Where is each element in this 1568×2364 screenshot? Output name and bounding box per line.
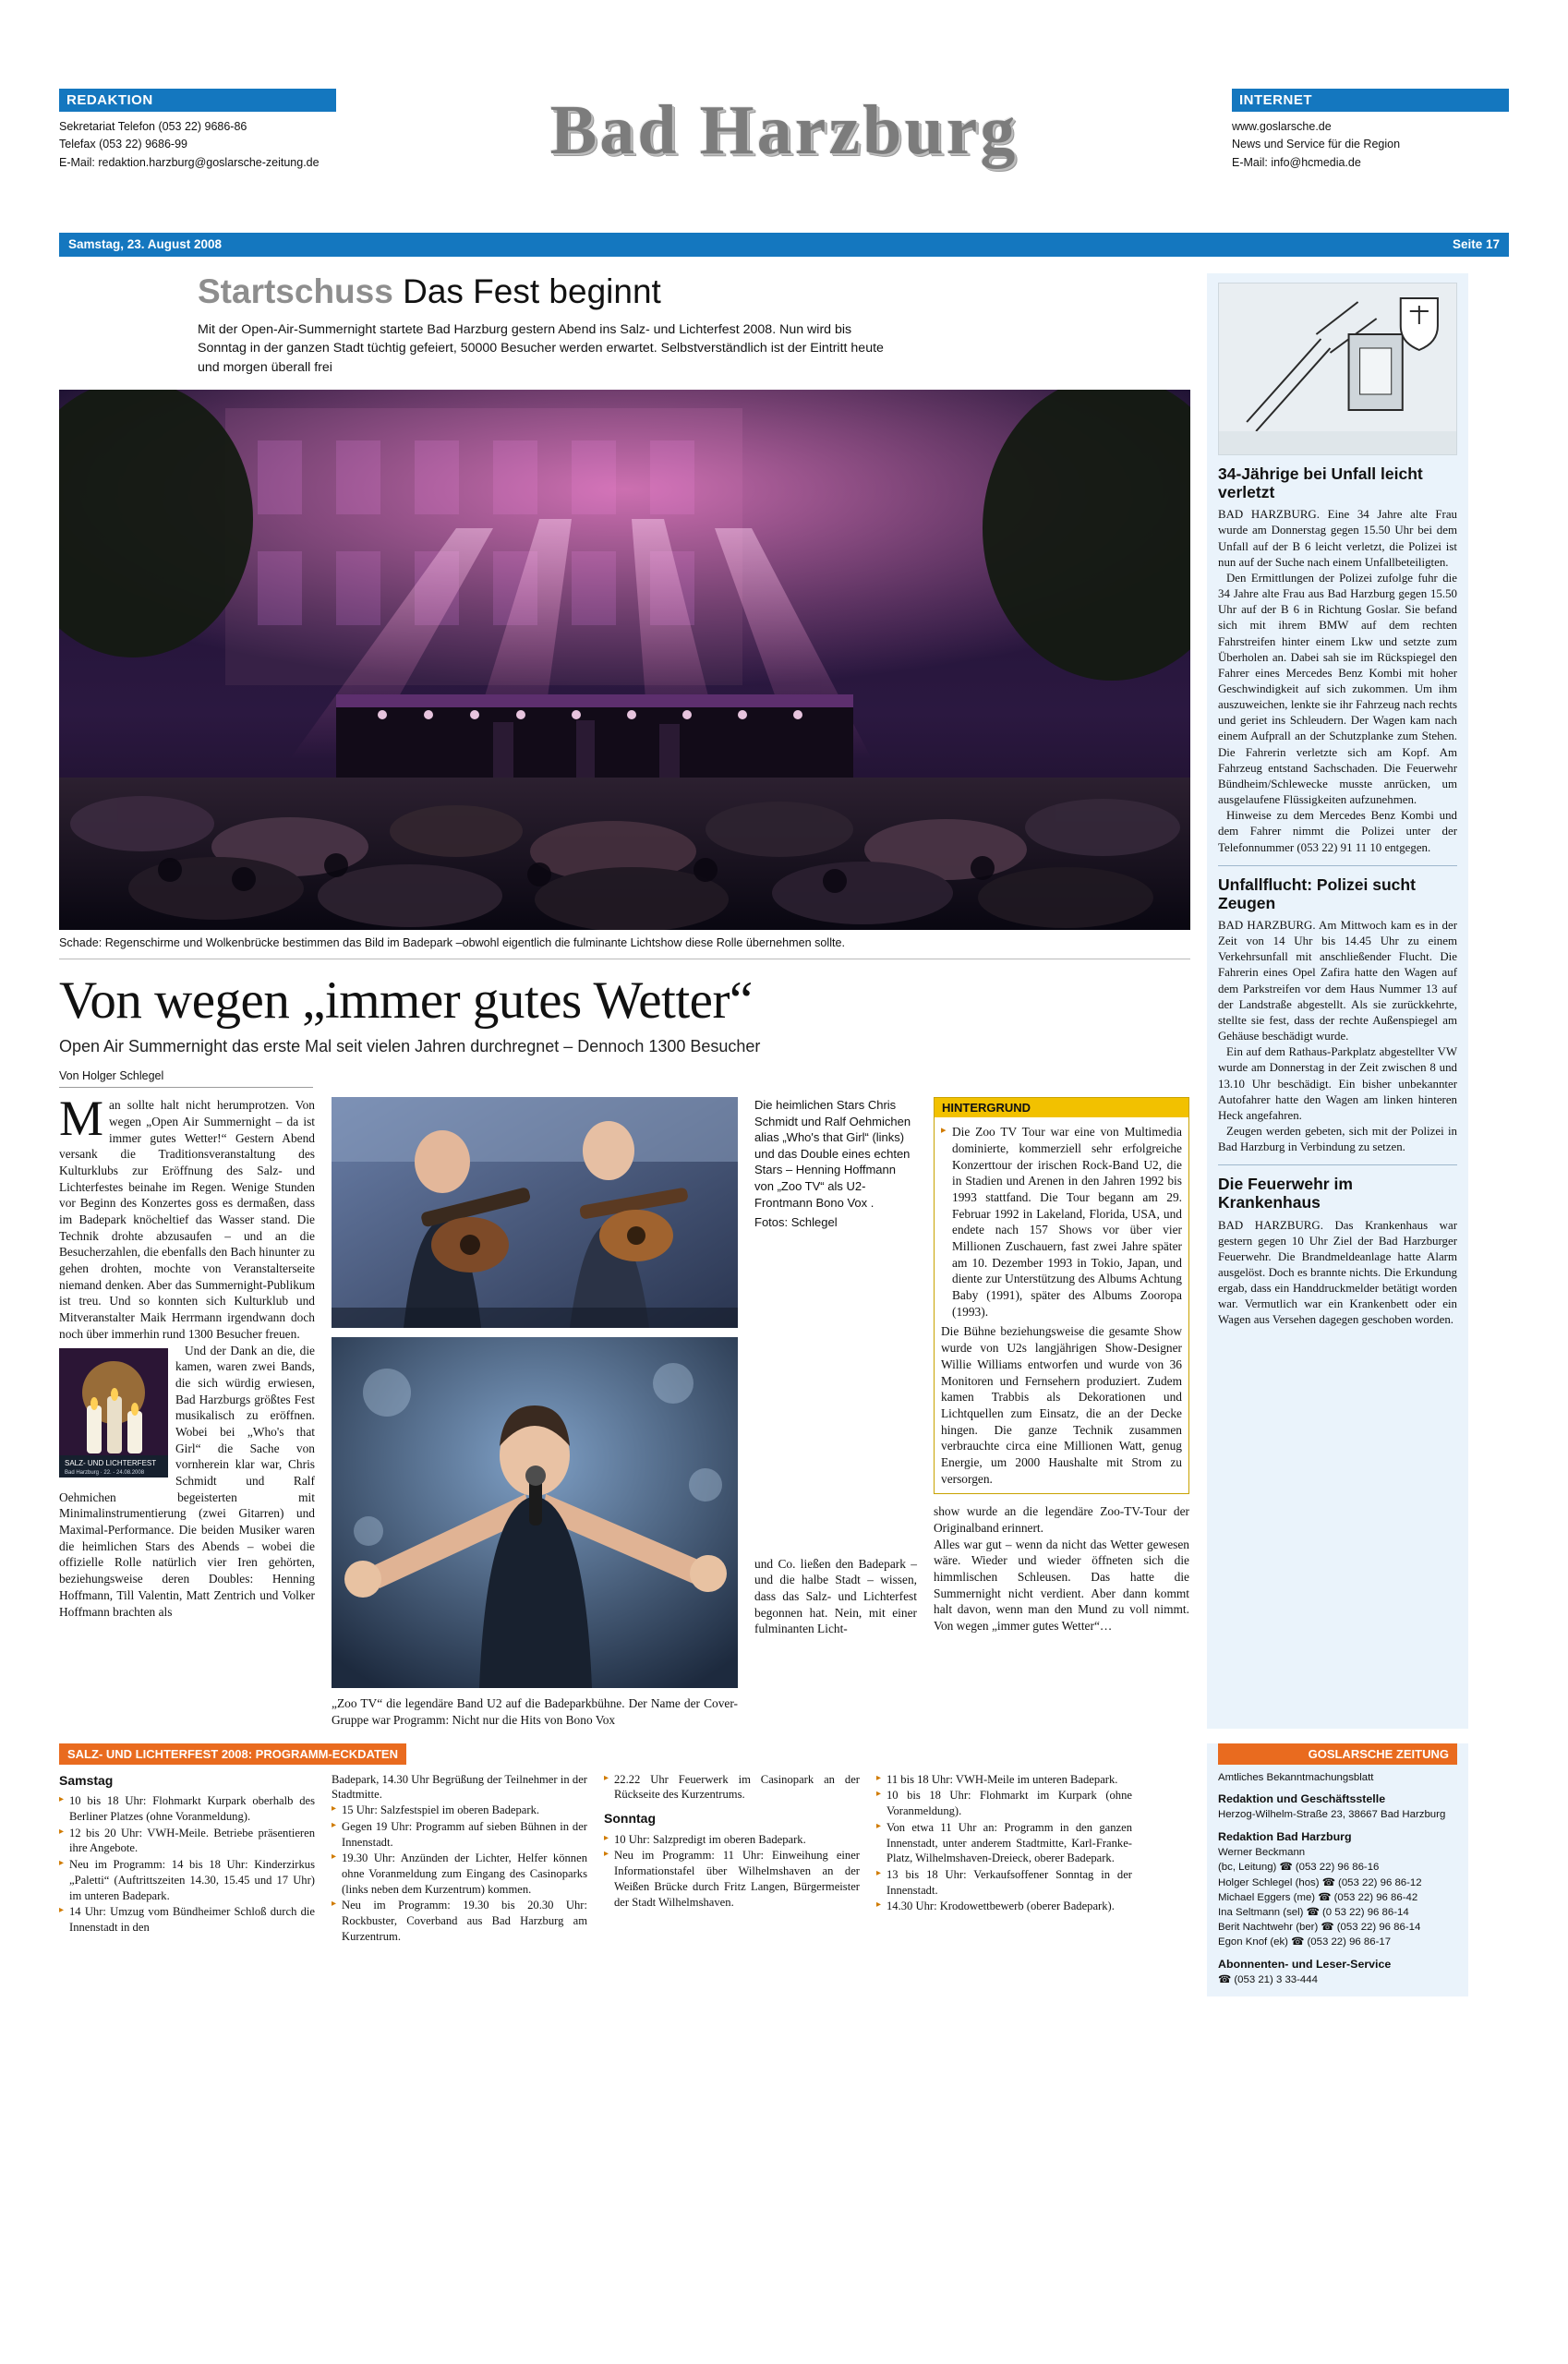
page-title-text: Bad Harzburg <box>549 91 1019 169</box>
rail-item-2-p2: Ein auf dem Rathaus-Parkplatz abgestellter VW wurde am Donnerstag in der Zeit zwischen 8 und 13.10 Uhr beschädigt. Ein bisher unbekannter Autofahrer hatte den Wagen am linken hinteren Heck angefahren. <box>1218 1045 1457 1122</box>
town-crest-illustration <box>1218 283 1457 455</box>
photo-credit: Fotos: Schlegel <box>754 1215 838 1230</box>
imprint-address: Herzog-Wilhelm-Straße 23, 38667 Bad Harzburg <box>1218 1809 1446 1821</box>
article-col3-bottom: und Co. ließen den Badepark – und die halbe Stadt – wissen, dass das Salz- und Lichterfest begonnen hat. Nein, mit einer fulminanten Licht- <box>754 1556 917 1636</box>
lead-subhead: Mit der Open-Air-Summernight startete Bad Harzburg gestern Abend ins Salz- und Lichterfest 2008. Nun wird bis Sonntag in der ganzen Stadt tüchtig gefeiert, 50000 Besucher werden erwartet. Selbstverständlich ist der Eintritt heute und morgen überall frei <box>198 321 884 375</box>
background-box-header: HINTERGRUND <box>935 1098 1188 1117</box>
imprint-phone-6: Egon Knof (ek) ☎ (053 22) 96 86-17 <box>1218 1936 1392 1948</box>
program-item: ▸ 10 bis 18 Uhr: Flohmarkt Kurpark oberhalb des Berliner Platzes (ohne Voranmeldung). <box>59 1793 315 1824</box>
article-col1-p1: an sollte halt nicht herumprotzen. Von wegen „Open Air Summernight – da ist immer gutes Wetter!“ Gestern Abend versank die Traditionsveranstaltung des Kulturklubs zur Eröffnung des Salz- und Lichterfestes beinahe im Regen. Wenige Stunden vor Beginn des Konzertes goss es dermaßen, dass im Badepark knöcheltief das Wasser stand. Die Technik drohte abzusaufen – und an die Besucherzahlen, die ebenfalls den Bach hinunter zu gehen drohten, mochte von Veranstalterseite niemand denken. Aber das Summernight-Publikum ist treu. Und so konnten sich Kulturklub und Mitveranstalter Maik Herrmann irgendwann doch noch über immerhin rund 1300 Besucher freuen. <box>59 1098 315 1341</box>
program-item: ▸ 14 Uhr: Umzug vom Bündheimer Schloß durch die Innenstadt in den <box>59 1904 315 1935</box>
imprint-phone-1: (bc, Leitung) ☎ (053 22) 96 86-16 <box>1218 1862 1380 1874</box>
article-col4-bottom-2: Alles war gut – wenn da nicht das Wetter gewesen wäre. Wieder und wieder öffneten sich die himmlischen Schleusen. Das hatte die Summernight nicht verdient. Aber dann kommt halt davon, wenn man den Mund zu voll nimmt. Von wegen „immer gutes Wetter“… <box>934 1537 1189 1634</box>
rail-divider-1 <box>1218 865 1457 866</box>
article-headline: Von wegen „immer gutes Wetter“ <box>59 971 753 1031</box>
program-column-1 <box>59 1772 315 1946</box>
rail-item-1-p2: Den Ermittlungen der Polizei zufolge fuhr die 34 Jahre alte Frau aus Bad Harzburg gegen 15.50 Uhr auf der B 6 in Richtung Goslar. Sie befand sich mit ihrem BMW auf dem rechten Fahrstreifen hinter einem Lkw und setzte zum Überholen an. Dabei sah sie im Rückspiegel den Fahrer eines Mercedes Benz Kombi mit hoher Geschwindigkeit auf sich zukommen. Um ihm auszuweichen, lenkte sie ihr Fahrzeug nach rechts und geriet ins Schleudern. Der Wagen kam nach einem Aufprall an der Schutzplanke zum Stehen. Die Fahrerin verletzte sich am Kopf. Am Fahrzeug entstand Sachschaden. Die Feuerwehr Bündheim/Schlewecke musste anrücken, um ausgelaufene Flüssigkeiten aufzunehmen. <box>1218 571 1457 807</box>
background-box-body <box>935 1117 1188 1493</box>
photo-whos-that-girl <box>332 1097 738 1328</box>
lead-headline-rest: Das Fest beginnt <box>403 272 661 310</box>
imprint-block <box>1207 1743 1468 1997</box>
redaktion-header: REDAKTION <box>59 89 336 112</box>
program-item: ▸ Gegen 19 Uhr: Programm auf sieben Bühnen in der Innenstadt. <box>332 1819 587 1850</box>
internet-line-1: www.goslarsche.de <box>1232 120 1332 133</box>
imprint-title-editorial: Redaktion und Geschäftsstelle <box>1218 1791 1386 1805</box>
page-number: Seite 17 <box>1452 237 1500 251</box>
program-item: ▸ Neu im Programm: 14 bis 18 Uhr: Kinderzirkus „Paletti“ (Auftrittszeiten 14.30, 15.45 und 17 Uhr) im unteren Badepark. <box>59 1857 315 1903</box>
program-day-samstag: Samstag <box>59 1772 114 1788</box>
concert-photo-illustration <box>59 390 1190 930</box>
imprint-phone-2: Holger Schlegel (hos) ☎ (053 22) 96 86-12 <box>1218 1876 1422 1888</box>
singer-photo-illustration <box>332 1337 738 1688</box>
imprint-header-bar: GOSLARSCHE ZEITUNG <box>1218 1743 1457 1765</box>
program-item: ▸ Von etwa 11 Uhr an: Programm in den ganzen Innenstadt, unter anderem Stadtmitte, Karl-Franke-Platz, Wilhelmshaven-Dreieck, oberer Badepark. <box>876 1820 1132 1866</box>
masthead <box>59 89 1509 227</box>
background-box <box>934 1097 1189 1494</box>
svg-text:Bad Harzburg · 22. - 24.08.200: Bad Harzburg · 22. - 24.08.2008 <box>65 1469 145 1476</box>
article-col1-text <box>59 1091 315 1620</box>
article-col1-p2: Und der Dank an die, die kamen, waren zwei Bands, die sich würdig erwiesen, Bad Harzburgs größtes Fest musikalisch zu eröffnen. Wobei bei „Who's that Girl“ die Sache von vornherein klar war, Chris Schmidt und Ralf Oehmichen begeisterten mit Minimalinstrumentierung (zwei Gitarren) und Maximal-Performance. Die beiden Musiker waren die heimlichen Stars des Abends – wobei die offizielle Rolle natürlich vier Iren gehörten, beziehungsweise deren Doubles: Henning Hoffmann, Till Valentin, Matt Zentrich und Volker Hoffmann brachten als <box>59 1343 315 1619</box>
poster-illustration <box>59 1348 168 1478</box>
article-col4-bottom-1: show wurde an die legendäre Zoo-TV-Tour der Originalband erinnert. <box>934 1504 1189 1536</box>
rail-item-2-title: Unfallflucht: Polizei sucht Zeugen <box>1218 874 1416 912</box>
redaktion-line-2: Telefax (053 22) 9686-99 <box>59 138 187 151</box>
program-item: ▸ 10 bis 18 Uhr: Flohmarkt im Kurpark (ohne Voranmeldung). <box>876 1788 1132 1818</box>
imprint-title-local: Redaktion Bad Harzburg <box>1218 1829 1352 1843</box>
rail-item-2-p1: BAD HARZBURG. Am Mittwoch kam es in der Zeit von 14 Uhr bis 14.45 Uhr zu einem Verkehrsunfall mit anschließender Flucht. Die Fahrerin eines Opel Zafira hatte den Wagen auf dem Parkstreifen vor dem Haus Nummer 13 auf der Landstraße abgestellt. Als sie zurückkehrte, stellte sie fest, dass der rechte Außenspiegel am Gehäuse beschädigt wurde. <box>1218 918 1457 1043</box>
lead-photo-caption: Schade: Regenschirme und Wolkenbrücke bestimmen das Bild im Badepark –obwohl eigentlich die fulminante Lichtshow diese Rolle übernehmen sollte. <box>59 935 1190 959</box>
date-bar <box>59 233 1509 257</box>
program-block <box>59 1743 1190 1997</box>
footer-section <box>59 1743 1509 1997</box>
dropcap: M <box>59 1091 104 1147</box>
internet-line-2: News und Service für die Region <box>1232 138 1401 151</box>
internet-contact <box>1232 118 1509 172</box>
rail-item-1-p1: BAD HARZBURG. Eine 34 Jahre alte Frau wurde am Donnerstag gegen 15.50 Uhr bei dem Unfall auf der B 6 leicht verletzt, die Polizei ist nun auf der Suche nach einem Unfallbeteiligten. <box>1218 508 1457 569</box>
guitarists-photo-illustration <box>332 1097 738 1328</box>
program-item: ▸ 13 bis 18 Uhr: Verkaufsoffener Sonntag in der Innenstadt. <box>876 1867 1132 1898</box>
article-body <box>59 1091 1190 1728</box>
imprint-service-phone: ☎ (053 21) 3 33-444 <box>1218 1974 1318 1986</box>
redaktion-line-3: E-Mail: redaktion.harzburg@goslarsche-zeitung.de <box>59 155 320 169</box>
program-item: ▸ Neu im Programm: 19.30 bis 20.30 Uhr: Rockbuster, Coverband aus Bad Harzburg am Kurzentrum. <box>332 1898 587 1944</box>
program-column-3 <box>604 1772 860 1946</box>
main-column <box>59 273 1190 1729</box>
lead-headline <box>198 273 1190 311</box>
program-day-sonntag: Sonntag <box>604 1811 656 1827</box>
internet-header: INTERNET <box>1232 89 1509 112</box>
article-col2-bottom: „Zoo TV“ die legendäre Band U2 auf die Badeparkbühne. Der Name der Cover-Gruppe war Programm: Nicht nur die Hits von Bono Vox <box>332 1696 738 1727</box>
background-text-1: ▸ Die Zoo TV Tour war eine von Multimedia dominierte, kommerziell sehr erfolgreiche Konzerttour der irischen Rock-Band U2, die in Stadien und Arenen in den Jahren 1992 bis 1993 stattfand. Die Tour begann am 29. Februar 1992 in Lakeland, Florida, USA, und endete nach 157 Shows vor über vier Millionen Zuschauern, fast zwei Jahre später am 10. Dezember 1993 in Tokio, Japan, und diente zur Unterstützung des Albums Achtung Baby (1991), später des Albums Zooropa (1993). <box>941 1124 1182 1320</box>
lead-kicker: Startschuss <box>198 272 393 310</box>
redaktion-line-1: Sekretariat Telefon (053 22) 9686-86 <box>59 120 247 133</box>
rail-item-1-title: 34-Jährige bei Unfall leicht verletzt <box>1218 464 1423 502</box>
program-item: ▸ 15 Uhr: Salzfestspiel im oberen Badepark. <box>332 1803 587 1818</box>
program-item: ▸ 14.30 Uhr: Krodowettbewerb (oberer Badepark). <box>876 1899 1132 1914</box>
imprint-line-official: Amtliches Bekanntmachungsblatt <box>1218 1771 1374 1783</box>
imprint-phone-4: Ina Seltmann (sel) ☎ (0 53 22) 96 86-14 <box>1218 1906 1409 1918</box>
rail-item-2-p3: Zeugen werden gebeten, sich mit der Polizei in Bad Harzburg in Verbindung zu setzen. <box>1218 1124 1457 1154</box>
photo-bono-double <box>332 1337 738 1688</box>
program-item: ▸ 22.22 Uhr Feuerwerk im Casinopark an der Rückseite des Kurzentrums. <box>604 1772 860 1803</box>
article-byline: Von Holger Schlegel <box>59 1069 313 1088</box>
program-item: ▸ 10 Uhr: Salzpredigt im oberen Badepark. <box>604 1832 860 1848</box>
program-columns <box>59 1772 1190 1946</box>
program-header-bar: SALZ- UND LICHTERFEST 2008: PROGRAMM-ECKDATEN <box>59 1743 406 1765</box>
internet-line-3: E-Mail: info@hcmedia.de <box>1232 155 1361 169</box>
article-column-1 <box>59 1091 315 1728</box>
program-item: ▸ 12 bis 20 Uhr: VWH-Meile. Betriebe präsentieren ihre Angebote. <box>59 1826 315 1856</box>
rail-item-1-body <box>1218 507 1457 855</box>
program-item: ▸ 11 bis 18 Uhr: VWH-Meile im unteren Badepark. <box>876 1772 1132 1788</box>
article-column-4 <box>934 1097 1189 1728</box>
rail-item-3-body <box>1218 1218 1457 1329</box>
salzfest-poster <box>59 1348 168 1478</box>
content-columns <box>59 273 1509 1729</box>
rail-divider-2 <box>1218 1164 1457 1165</box>
crest-graphic <box>1219 283 1456 454</box>
background-text-2: Die Bühne beziehungsweise die gesamte Show wurde von U2s langjährigen Show-Designer Willie Williams entworfen und wurde von 36 Monitoren und Fernsehern produziert. Zudem kamen Trabbis als Dekorationen und Lichtquellen zum Einsatz, die an der Decke hingen. Die ganze Technik zusammen verbrauchte circa eine Millionen Watt, genug Energie, um 2000 Haushalte mit Strom zu versorgen. <box>941 1324 1182 1486</box>
right-rail <box>1207 273 1468 1729</box>
imprint-phone-5: Berit Nachtwehr (ber) ☎ (053 22) 96 86-14 <box>1218 1922 1421 1934</box>
svg-text:SALZ- UND LICHTERFEST: SALZ- UND LICHTERFEST <box>65 1458 157 1467</box>
inner-photo-caption: Die heimlichen Stars Chris Schmidt und Ralf Oehmichen alias „Who's that Girl“ (links) und das Double eines echten Stars – Henning Hoffmann von „Zoo TV“ als U2-Frontmann Bono Vox . <box>754 1098 911 1210</box>
program-item-cont: Badepark, 14.30 Uhr Begrüßung der Teilnehmer in der Stadtmitte. <box>332 1772 587 1802</box>
program-column-4 <box>876 1772 1132 1946</box>
issue-date: Samstag, 23. August 2008 <box>68 237 223 251</box>
imprint-body <box>1218 1770 1457 1988</box>
lead-photo <box>59 390 1190 930</box>
program-column-2 <box>332 1772 587 1946</box>
imprint-editor-name: Werner Beckmann <box>1218 1847 1306 1859</box>
program-item: ▸ Neu im Programm: 11 Uhr: Einweihung einer Informationstafel über Wilhelmshaven an der Weißen Brücke durch Fritz Langen, Bürgermeister der Stadt Wilhelmshaven. <box>604 1848 860 1910</box>
masthead-right <box>1232 89 1509 172</box>
rail-item-1-p3: Hinweise zu dem Mercedes Benz Kombi und dem Fahrer nimmt die Polizei unter der Telefonnummer (053 22) 91 11 10 entgegen. <box>1218 809 1457 854</box>
article-subhead: Open Air Summernight das erste Mal seit vielen Jahren durchregnet – Dennoch 1300 Besucher <box>59 1037 761 1056</box>
rail-item-2-body <box>1218 918 1457 1155</box>
program-item: ▸ 19.30 Uhr: Anzünden der Lichter, Helfer können ohne Voranmeldung zum Eingang des Casinoparks (links neben dem Kurzentrum) kommen. <box>332 1851 587 1897</box>
rail-item-3-p1: BAD HARZBURG. Das Krankenhaus war gestern gegen 10 Uhr Ziel der Bad Harzburger Feuerwehr. Die Brandmeldeanlage hatte Alarm ausgelöst. Doch es brannte nichts. Die Erkundung ergab, dass ein Handdruckmelder betätigt worden war. Vermutlich war ein Krankenbett oder ein Wagen aus Versehen dagegen geschoben worden. <box>1218 1218 1457 1327</box>
article-column-2 <box>332 1097 738 1728</box>
article-column-3 <box>754 1097 917 1728</box>
imprint-phone-3: Michael Eggers (me) ☎ (053 22) 96 86-42 <box>1218 1891 1418 1903</box>
imprint-title-service: Abonnenten- und Leser-Service <box>1218 1957 1392 1971</box>
rail-item-3-title: Die Feuerwehr im Krankenhaus <box>1218 1175 1353 1212</box>
